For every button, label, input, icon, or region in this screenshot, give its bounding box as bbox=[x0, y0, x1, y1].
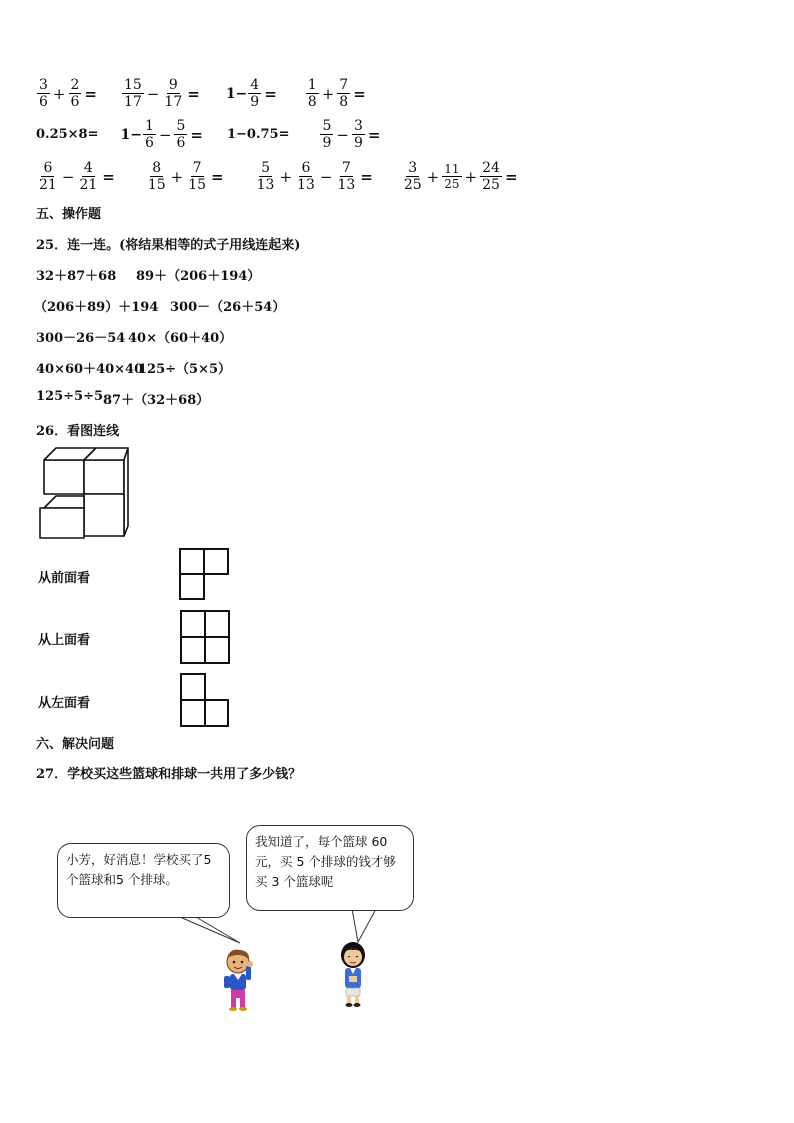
expr: $\frac{8}{15}$ + $\frac{7}{15}$ = bbox=[147, 160, 224, 193]
expr-right: 89＋（206＋194） bbox=[136, 269, 261, 284]
view-label-top: 从上面看 bbox=[38, 633, 91, 648]
expr: $\frac{3}{6}$ + $\frac{2}{6}$ = bbox=[39, 77, 97, 110]
girl-illustration bbox=[333, 940, 373, 1008]
expr-right: 125÷（5×5） bbox=[138, 362, 232, 377]
expr: $\frac{15}{17}$ − $\frac{9}{17}$ = bbox=[124, 77, 200, 110]
expr-right: 40×（60＋40） bbox=[128, 331, 233, 346]
expr: 0.25×8= bbox=[36, 127, 99, 142]
section-heading: 六、解决问题 bbox=[36, 737, 115, 752]
expr: 1−0.75= bbox=[226, 127, 290, 142]
question-title: 27．学校买这些篮球和排球一共用了多少钱？ bbox=[36, 767, 302, 782]
expr: 1− $\frac{1}{6}$ − $\frac{5}{6}$ = bbox=[120, 118, 203, 151]
expr-left: 40×60＋40×40 bbox=[36, 362, 144, 377]
expr-right: 300－（26＋54） bbox=[170, 300, 286, 315]
expr: $\frac{5}{13}$ + $\frac{6}{13}$ − $\frac{7}{13}$ = bbox=[256, 160, 373, 193]
speech-bubble-right: 我知道了，每个篮球 60 元，买 5 个排球的钱才够买 3 个篮球呢 bbox=[246, 825, 414, 911]
expr: $\frac{5}{9}$ − $\frac{3}{9}$ = bbox=[322, 118, 381, 151]
view-label-front: 从前面看 bbox=[38, 571, 91, 586]
expr-left: 300－26－54 bbox=[36, 331, 126, 346]
expr: $\frac{6}{21}$ − $\frac{4}{21}$ = bbox=[39, 160, 115, 193]
expr: $\frac{3}{25}$ + $\frac{11}{25}$ + $\frac{24}{25}$ = bbox=[403, 160, 518, 193]
speech-bubble-left: 小芳，好消息！学校买了5个篮球和5 个排球。 bbox=[57, 843, 230, 918]
boy-illustration bbox=[218, 948, 262, 1012]
expr-left: 125÷5÷5 bbox=[36, 389, 104, 404]
expr: 1− $\frac{4}{9}$ = bbox=[225, 77, 277, 110]
question-title: 26．看图连线 bbox=[36, 424, 120, 439]
section-heading: 五、操作题 bbox=[36, 207, 102, 222]
question-title: 25．连一连。(将结果相等的式子用线连起来) bbox=[36, 238, 301, 253]
expr-left: （206＋89）＋194 bbox=[34, 300, 159, 315]
view-label-left: 从左面看 bbox=[38, 696, 91, 711]
expr: $\frac{1}{8}$ + $\frac{7}{8}$ = bbox=[307, 77, 366, 110]
expr-left: 32＋87＋68 bbox=[36, 269, 117, 284]
expr-right: 87＋（32＋68） bbox=[103, 393, 210, 408]
